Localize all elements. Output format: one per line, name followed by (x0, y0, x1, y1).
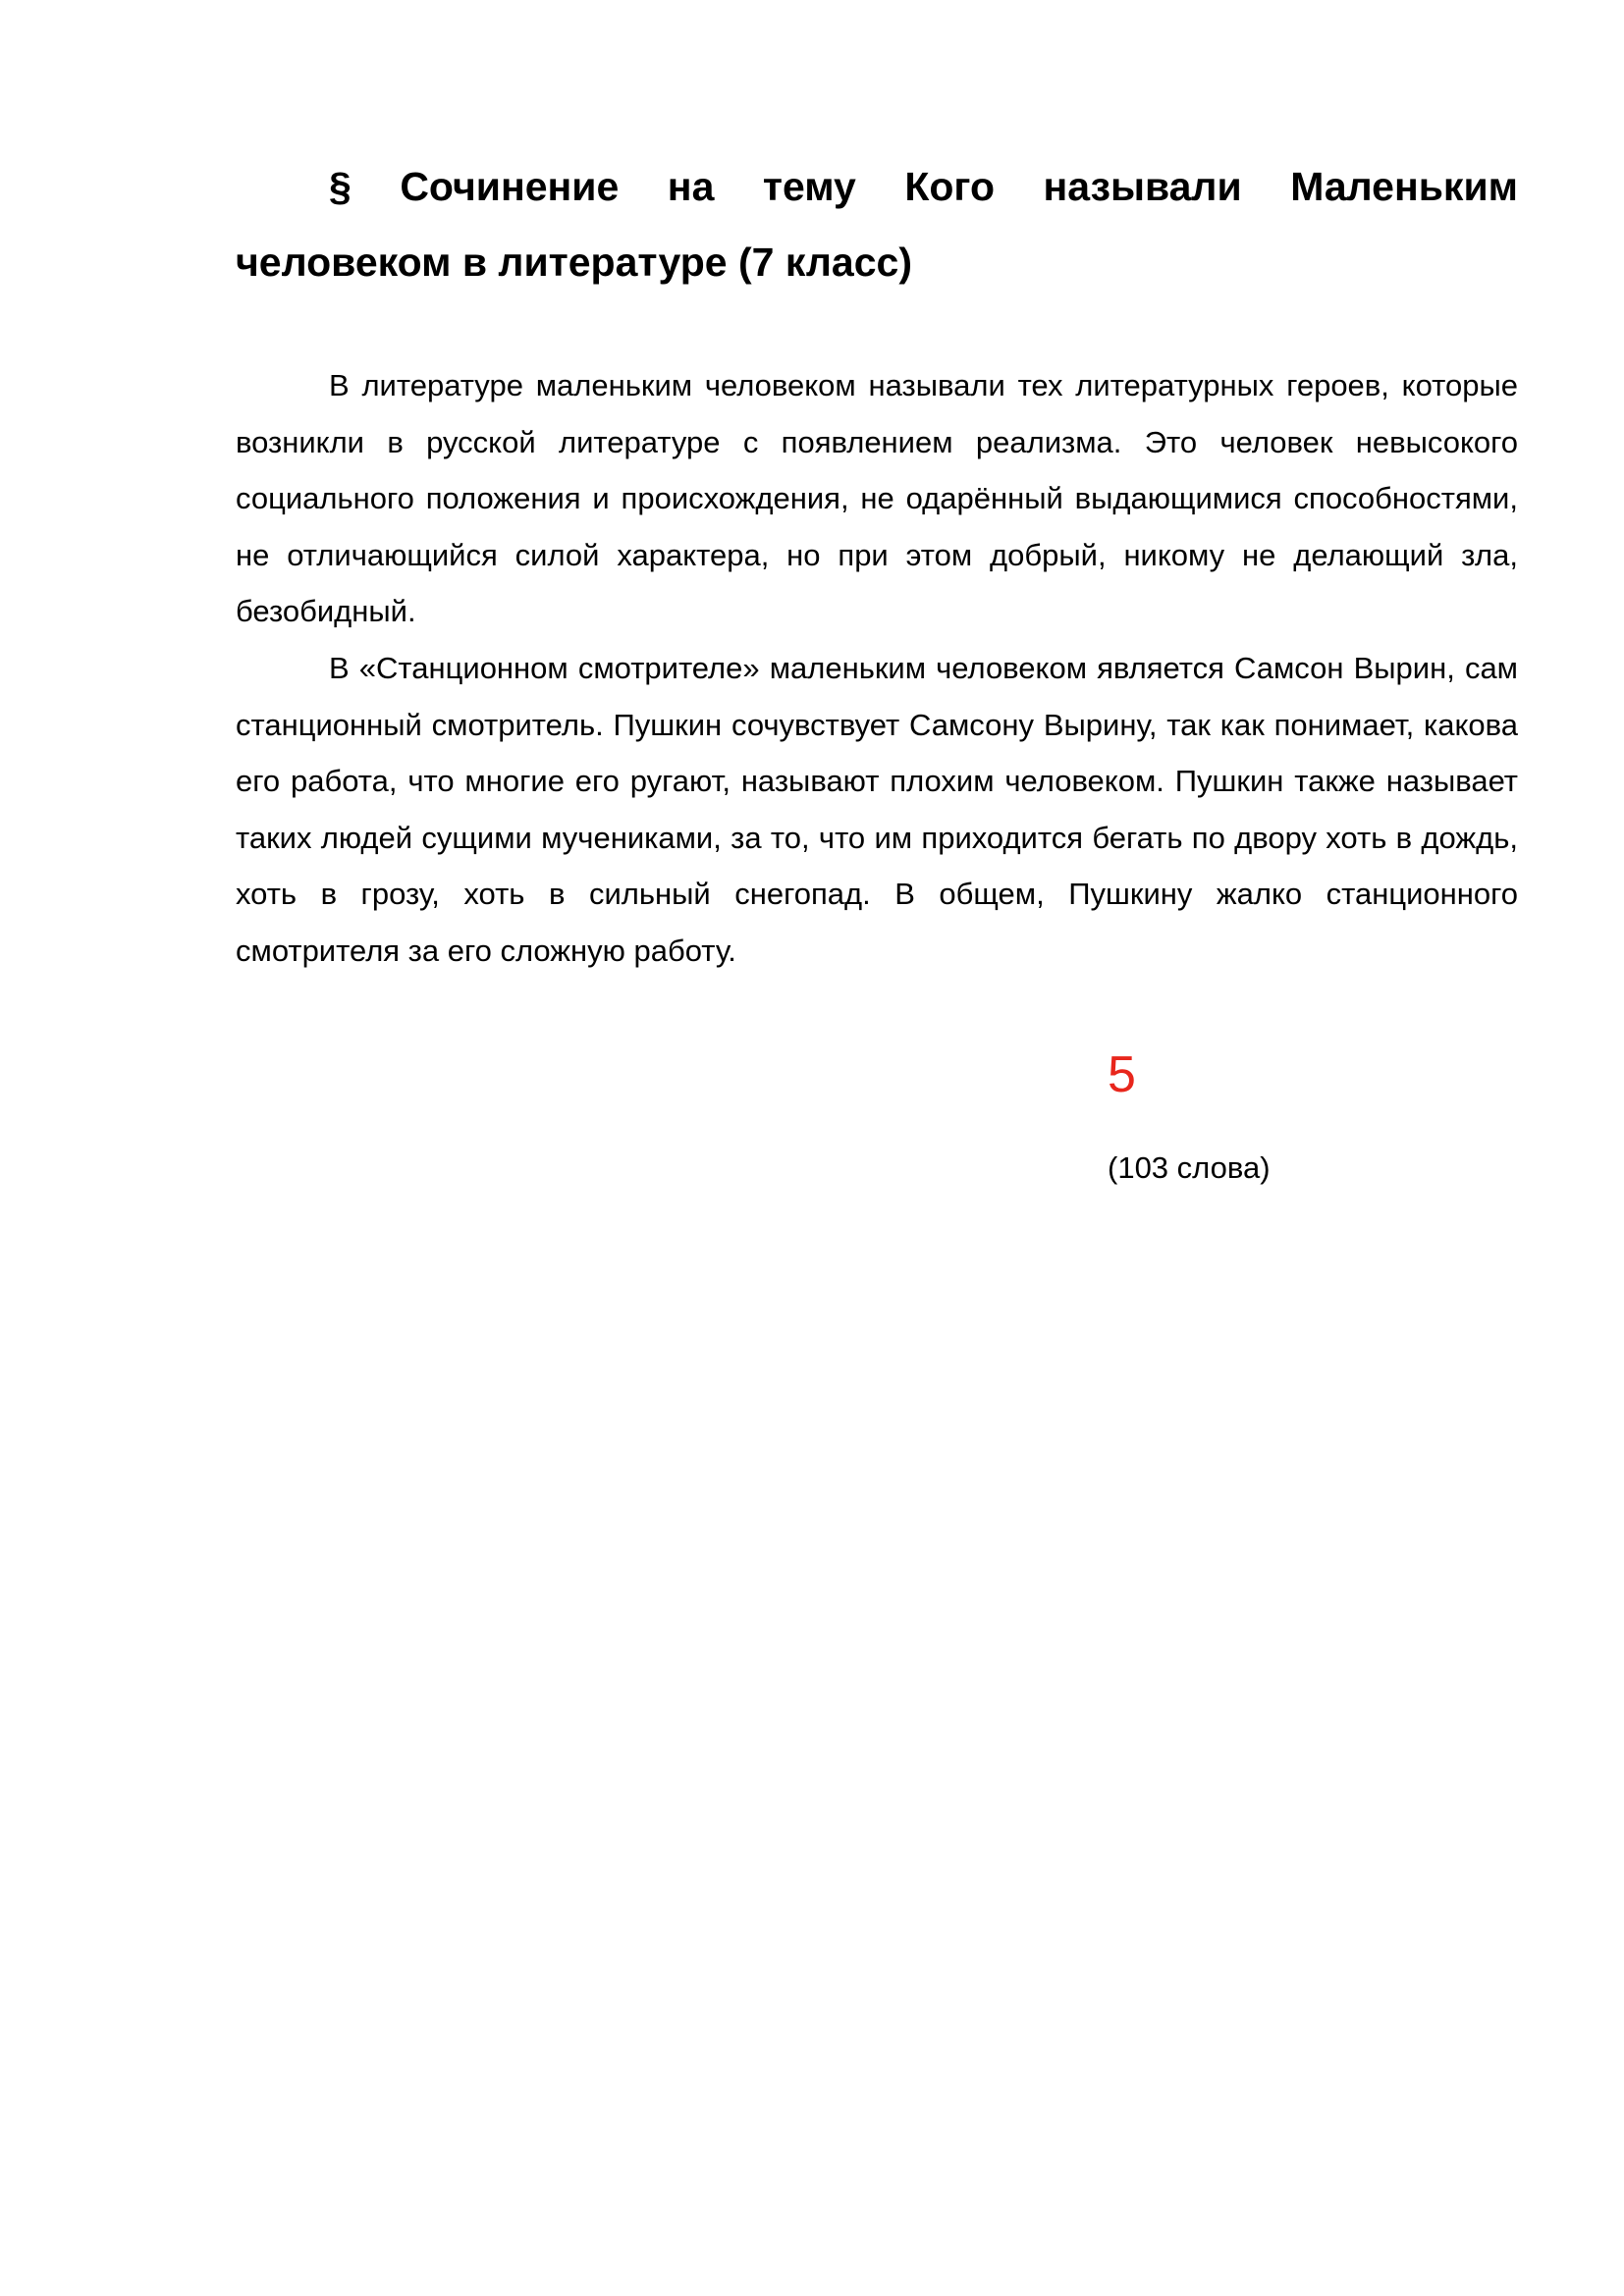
essay-content (236, 149, 1518, 980)
essay-title: § Сочинение на тему Кого называли Маленьким человеком в литературе (7 класс) (236, 164, 1518, 285)
essay-paragraph-2: В «Станционном смотрителе» маленьким человеком является Самсон Вырин, сам станционный смотритель. Пушкин сочувствует Самсону Вырину, так как понимает, какова его работа, что многие его ругают, называют плохим человеком. Пушкин также называет таких людей сущими мучениками, за то, что им приходится бегать по двору хоть в дождь, хоть в грозу, хоть в сильный снегопад. В общем, Пушкину жалко станционного смотрителя за его сложную работу. (236, 650, 1518, 968)
essay-body (236, 357, 1518, 980)
word-count: (103 слова) (1108, 1150, 1271, 1185)
grade-block (1108, 1045, 1136, 1104)
grade-mark: 5 (1108, 1046, 1136, 1103)
essay-paragraph-1: В литературе маленьким человеком называли тех литературных героев, которые возникли в русской литературе с появлением реализма. Это человек невысокого социального положения и происхождения, не одарённый выдающимися способностями, не отличающийся силой характера, но при этом добрый, никому не делающий зла, безобидный. (236, 368, 1518, 629)
